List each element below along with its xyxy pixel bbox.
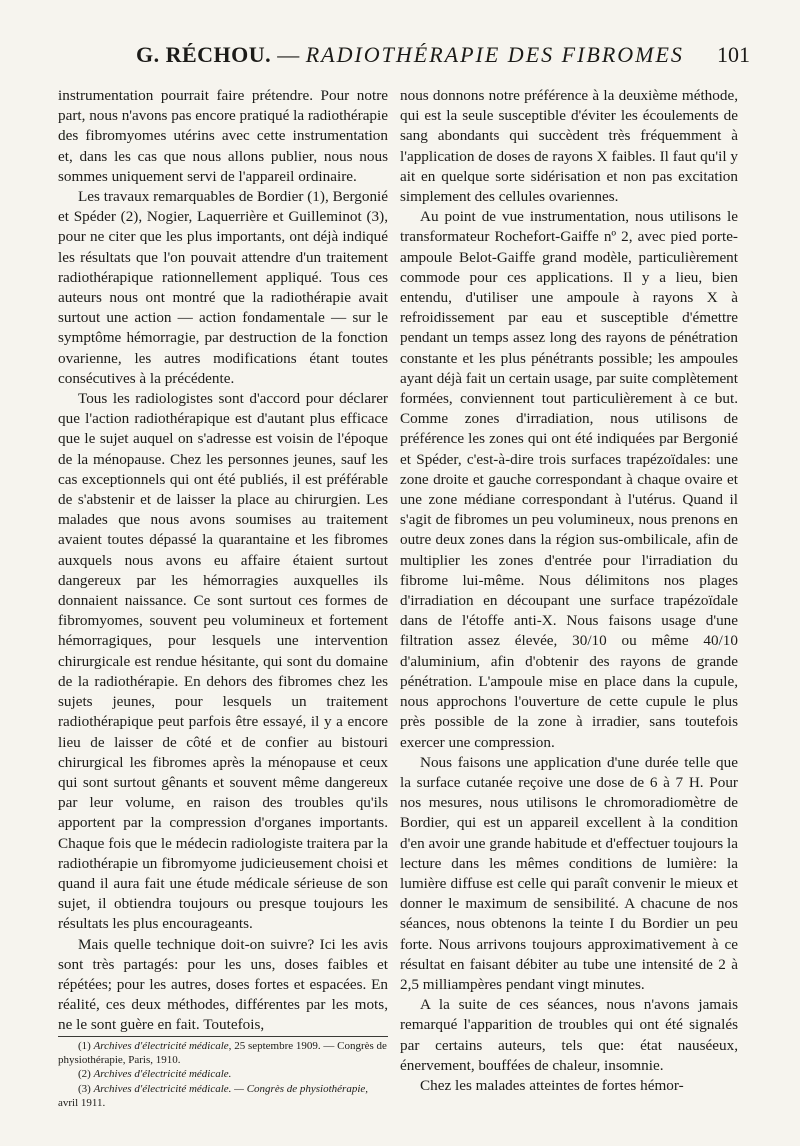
paragraph: Mais quelle technique doit-on suivre? Ici les avis sont très partagés: pour les uns, doses faibles et répétées; pour les autres, doses fortes et espacées. En réalité, ces deux méthodes, différentes par les mots, ne le sont guère en fait. Toutefois,: [58, 935, 388, 1034]
footnote-detail: avril 1911.: [58, 1096, 106, 1109]
paragraph: instrumentation pourrait faire prétendre. Pour notre part, nous n'avons pas encore pratiqué la radiothérapie des fibromyomes utérins avec cette instrumentation et, dans les cas que nous allons publier, nous nous sommes uniquement servi de l'appareil ordinaire.: [58, 87, 388, 185]
paragraph: Nous faisons une application d'une durée telle que la surface cutanée reçoive une dose de 6 à 7 H. Pour nos mesures, nous utilisons le chromoradiomètre de Bordier, qui est un appareil excellent à la condition d'en avoir une grande habitude et d'effectuer toujours la lecture dans les mêmes conditions de lumière: la lumière diffuse est celle qui paraît convenir le mieux et donner le maximum de sensibilité. A chacune de nos séances, nous obtenons la teinte I du Bordier un peu forte. Nous arrivons toujours approximativement à ce résultat en faisant débiter au tube une intensité de 2 à 2,5 milliampères pendant vingt minutes.: [400, 753, 738, 993]
footnote: [58, 1067, 388, 1081]
paragraph: nous donnons notre préférence à la deuxième méthode, qui est la seule susceptible d'éviter les écoulements de sang abondants qui succèdent très fréquemment à l'application de doses de rayons X faibles. Il faut qu'il y ait en quelque sorte sidérisation et non pas excitation simplement des cellules ovariennes.: [400, 87, 738, 206]
paragraph: Chez les malades atteintes de fortes hémor-: [420, 1076, 684, 1094]
footnote-number: (2): [78, 1068, 91, 1081]
footnote-number: (1): [78, 1040, 91, 1052]
footnote-source: Archives d'électricité médicale.: [93, 1068, 232, 1081]
paragraph: Les travaux remarquables de Bordier (1), Bergonié et Spéder (2), Nogier, Laquerrière et Guilleminot (3), pour ne citer que les plus importants, ont déjà indiqué les résultats que l'on pouvait attendre d'un traitement radiothérapique rationnellement appliqué. Tous ces auteurs nous ont montré que la radiothérapie avait surtout une action — action fondamentale — sur le symptôme hémorragie, par destruction de la fonction ovarienne, les autres modifications étant toutes consécutives à la précédente.: [58, 188, 388, 387]
footnote-source: Archives d'électricité médicale,: [93, 1040, 232, 1052]
footnotes: [58, 1036, 388, 1110]
paragraph: A la suite de ces séances, nous n'avons jamais remarqué l'apparition de troubles qui ont été signalés par certains auteurs, tels que: état nauséeux, énervement, bouffées de chaleur, insomnie.: [400, 996, 738, 1074]
header-subtitle: RADIOTHÉRAPIE DES FIBROMES: [305, 42, 684, 67]
footnote: [58, 1039, 388, 1067]
footnote-number: (3): [78, 1082, 91, 1095]
running-title: [136, 42, 684, 68]
header-separator: —: [277, 42, 300, 67]
left-column: [58, 86, 388, 1036]
paragraph: Au point de vue instrumentation, nous utilisons le transformateur Rochefort-Gaiffe nº 2, avec pied porte-ampoule Belot-Gaiffe grand modèle, particulièrement commode pour ces applications. Il y a lieu, bien entendu, d'utiliser une ampoule à rayons X à refroidissement par eau et susceptible d'émettre pendant un temps assez long des rayons de pénétration constante et les plus pénétrants possible; les ampoules ayant déjà fait un certain usage, par suite complètement formées, conviennent tout particulièrement à ce but. Comme zones d'irradiation, nous utilisons de préférence les zones qui ont été indiquées par Bergonié et Spéder, c'est-à-dire trois surfaces trapézoïdales: une zone droite et gauche correspondant à chaque ovaire et une zone médiane correspondant à l'utérus. Quand il s'agit de fibromes un peu volumineux, nous prenons en outre deux zones dans la région sus-ombilicale, afin de multiplier les zones d'entrée pour l'irradiation du fibrome lui-même. Nous délimitons nos plages d'irradiation en découpant une surface trapézoïdale dans de l'étoffe anti-X. Nous faisons usage d'une filtration assez élevée, 30/10 ou même 40/10 d'aluminium, afin d'obtenir des rayons de grande pénétration. L'ampoule mise en place dans la cupule, nous approchons l'ouverture de cette cupule le plus près possible de la zone à irradier, sans toutefois exercer une compression.: [400, 208, 738, 751]
page-number: 101: [717, 42, 750, 67]
header-author: G. RÉCHOU.: [136, 42, 272, 67]
footnote: [58, 1082, 388, 1110]
running-header: [56, 42, 750, 76]
right-column: [400, 86, 738, 1096]
footnote-rule: [58, 1036, 388, 1037]
footnote-detail: 25 septembre 1909. — Congrès de physiothérapie, Paris, 1910.: [58, 1040, 387, 1067]
paragraph: Tous les radiologistes sont d'accord pour déclarer que l'action radiothérapique est d'autant plus efficace que le sujet auquel on s'adresse est voisin de l'époque de la ménopause. Chez les personnes jeunes, sauf les cas exceptionnels qui ont été publiés, il est préférable de s'abstenir et de laisser la place au chirurgien. Les malades que nous avons soumises au traitement avaient toutes dépassé la quarantaine et les fibromes auxquels nous avons eu affaire étaient surtout dangereux par les hémorragies auxquelles ils donnaient naissance. Ce sont surtout ces formes de fibromyomes, souvent peu volumineux et fortement hémorragiques, pour lesquels une intervention chirurgicale est rendue hésitante, qui sont du domaine de la radiothérapie. En dehors des fibromes chez les sujets jeunes, pour lesquels un traitement radiothérapique peut parfois être essayé, il y a encore lieu de laisser de côté et de confier au bistouri chirurgical les fibromes après la ménopause et ceux qui sont surtout gênants et souvent même dangereux par leur volume, en raison des troubles qu'ils apportent par la compression d'organes importants. Chaque fois que le médecin radiologiste traitera par la radiothérapie un fibromyome judicieusement choisi et quand il aura fait une étude médicale sérieuse de son sujet, il obtiendra toujours ou presque toujours les résultats les plus encourageants.: [58, 390, 388, 933]
footnote-source: Archives d'électricité médicale. — Congrès de physiothérapie,: [93, 1082, 369, 1095]
